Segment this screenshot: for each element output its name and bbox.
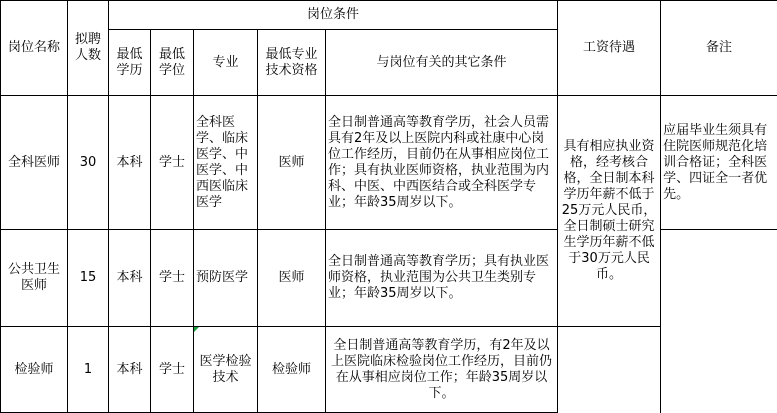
other-conditions-cell: 全日制普通高等教育学历，有2年及以上医院临床检验岗位工作经历，目前仍在从事相应岗位工作；年龄35周岁以下。 [326,327,558,413]
recruit-count-cell: 15 [68,230,109,327]
other-conditions-cell: 全日制普通高等教育学历，社会人员需具有2年及以上医院内科或社康中心岗位工作经历，目前仍在从事相应岗位工作；具有执业医师资格，执业范围为内科、中医、中西医结合或全科医学专业；年龄35周岁以下。 [326,96,558,230]
position-name-cell: 检验师 [1,327,68,413]
header-salary: 工资待遇 [558,1,661,96]
major-cell: 预防医学 [194,230,258,327]
header-recruit-count: 拟聘人数 [68,1,109,96]
degree-cell: 学士 [151,327,194,413]
header-row-top [1,1,777,30]
education-cell: 本科 [109,327,151,413]
remarks-empty-cell [661,230,777,413]
education-cell: 本科 [109,96,151,230]
header-min-degree: 最低学位 [151,30,194,96]
header-conditions-group: 岗位条件 [109,1,558,30]
degree-cell: 学士 [151,96,194,230]
qualification-cell: 医师 [258,230,326,327]
salary-empty-cell [558,327,661,413]
qualification-cell: 医师 [258,96,326,230]
header-major: 专业 [194,30,258,96]
qualification-cell: 检验师 [258,327,326,413]
position-name-cell: 全科医师 [1,96,68,230]
salary-cell: 具有相应执业资格，经考核合格，全日制本科学历年薪不低于25万元人民币，全日制硕士研究生学历年薪不低于30万元人民币。 [558,96,661,327]
recruit-count-cell: 30 [68,96,109,230]
table-row [1,230,777,327]
position-name-cell: 公共卫生医师 [1,230,68,327]
table-row [1,96,777,230]
other-conditions-cell: 全日制普通高等教育学历；具有执业医师资格，执业范围为公共卫生类别专业；年龄35周岁以下。 [326,230,558,327]
header-min-tech-qualification: 最低专业技术资格 [258,30,326,96]
degree-cell: 学士 [151,230,194,327]
header-position-name: 岗位名称 [1,1,68,96]
recruit-count-cell: 1 [68,327,109,413]
major-cell: 全科医学、临床医学、中医学、中西医临床医学 [194,96,258,230]
table-row [1,327,777,413]
header-remarks: 备注 [661,1,777,96]
major-cell: 医学检验技术 [194,327,258,413]
header-other-conditions: 与岗位有关的其它条件 [326,30,558,96]
education-cell: 本科 [109,230,151,327]
header-min-education: 最低学历 [109,30,151,96]
remarks-cell: 应届毕业生须具有住院医师规范化培训合格证；全科医学、四证全一者优先。 [661,96,777,230]
